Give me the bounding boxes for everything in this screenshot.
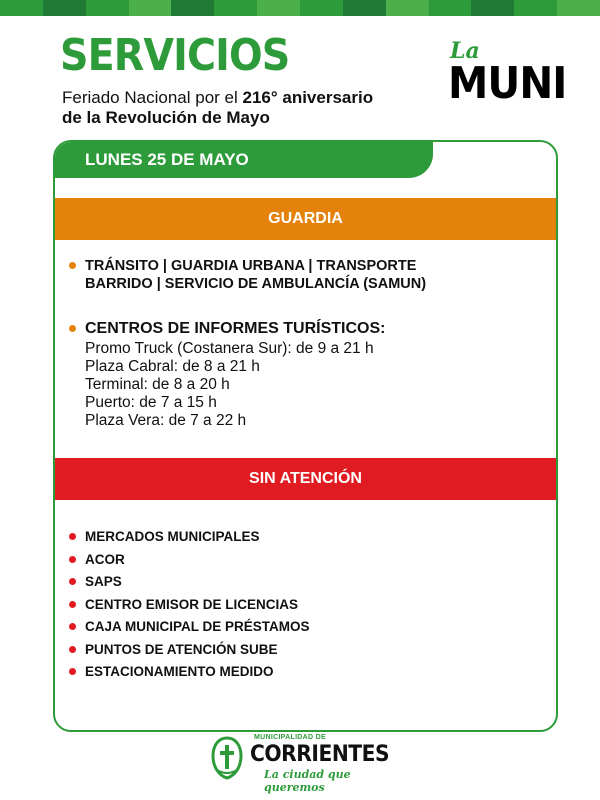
stripe-segment bbox=[43, 0, 86, 16]
info-line: Plaza Vera: de 7 a 22 h bbox=[85, 412, 247, 429]
list-item bbox=[69, 663, 310, 686]
orange-bullet-icon bbox=[69, 262, 76, 269]
list-item-label: CAJA MUNICIPAL DE PRÉSTAMOS bbox=[85, 619, 310, 634]
list-item-label: SAPS bbox=[85, 574, 122, 589]
guardia-services-line-2: BARRIDO | SERVICIO DE AMBULANCÍA (SAMUN) bbox=[85, 276, 427, 292]
list-item-label: PUNTOS DE ATENCIÓN SUBE bbox=[85, 641, 278, 657]
stripe-segment bbox=[429, 0, 472, 16]
red-bullet-icon bbox=[69, 556, 76, 563]
header bbox=[60, 30, 567, 130]
list-item bbox=[69, 618, 310, 641]
stripe-segment bbox=[300, 0, 343, 16]
list-item-label: CENTRO EMISOR DE LICENCIAS bbox=[85, 596, 299, 612]
sin-atencion-heading: SIN ATENCIÓN bbox=[55, 458, 556, 500]
corrientes-logo bbox=[210, 734, 390, 794]
page-subtitle bbox=[62, 88, 373, 128]
date-tab: LUNES 25 DE MAYO bbox=[55, 142, 433, 178]
logo-la-text: La bbox=[450, 38, 480, 64]
list-item-label: ACOR bbox=[85, 551, 125, 567]
stripe-segment bbox=[0, 0, 43, 16]
tourist-info-hours bbox=[85, 340, 374, 430]
guardia-heading: GUARDIA bbox=[55, 198, 556, 240]
services-card bbox=[53, 140, 558, 732]
list-item bbox=[69, 551, 310, 574]
guardia-services bbox=[85, 257, 426, 293]
subtitle-prefix: Feriado Nacional por el bbox=[62, 88, 243, 107]
closed-services-list bbox=[69, 528, 310, 686]
red-bullet-icon bbox=[69, 646, 76, 653]
la-muni-logo bbox=[448, 36, 567, 109]
city-name: CORRIENTES bbox=[250, 742, 390, 767]
info-line: Plaza Cabral: de 8 a 21 h bbox=[85, 358, 260, 375]
guardia-services-line-1: TRÁNSITO | GUARDIA URBANA | TRANSPORTE bbox=[85, 258, 417, 274]
stripe-segment bbox=[514, 0, 557, 16]
city-slogan: La ciudad que queremos bbox=[264, 768, 351, 794]
red-bullet-icon bbox=[69, 578, 76, 585]
page-title: SERVICIOS bbox=[60, 30, 290, 81]
info-line: Puerto: de 7 a 15 h bbox=[85, 394, 217, 411]
red-bullet-icon bbox=[69, 623, 76, 630]
list-item bbox=[69, 596, 310, 619]
stripe-segment bbox=[343, 0, 386, 16]
stripe-segment bbox=[86, 0, 129, 16]
top-color-stripe bbox=[0, 0, 600, 16]
stripe-segment bbox=[557, 0, 600, 16]
red-bullet-icon bbox=[69, 533, 76, 540]
subtitle-bold-2: de la Revolución de Mayo bbox=[62, 108, 270, 127]
stripe-segment bbox=[129, 0, 172, 16]
logo-muni-text: MUNI bbox=[448, 58, 567, 109]
stripe-segment bbox=[214, 0, 257, 16]
info-line: Promo Truck (Costanera Sur): de 9 a 21 h bbox=[85, 340, 374, 357]
tourist-info-title: CENTROS DE INFORMES TURÍSTICOS: bbox=[85, 320, 386, 337]
list-item bbox=[69, 528, 310, 551]
stripe-segment bbox=[171, 0, 214, 16]
orange-bullet-icon bbox=[69, 325, 76, 332]
red-bullet-icon bbox=[69, 668, 76, 675]
list-item-label: ESTACIONAMIENTO MEDIDO bbox=[85, 664, 274, 679]
stripe-segment bbox=[257, 0, 300, 16]
corrientes-crest-icon bbox=[210, 736, 244, 780]
list-item-label: MERCADOS MUNICIPALES bbox=[85, 529, 260, 544]
list-item bbox=[69, 641, 310, 664]
municipalidad-de-text: MUNICIPALIDAD DE bbox=[254, 734, 326, 741]
stripe-segment bbox=[471, 0, 514, 16]
subtitle-bold-1: 216° aniversario bbox=[242, 88, 374, 107]
stripe-segment bbox=[386, 0, 429, 16]
list-item bbox=[69, 573, 310, 596]
info-line: Terminal: de 8 a 20 h bbox=[85, 376, 230, 393]
red-bullet-icon bbox=[69, 601, 76, 608]
